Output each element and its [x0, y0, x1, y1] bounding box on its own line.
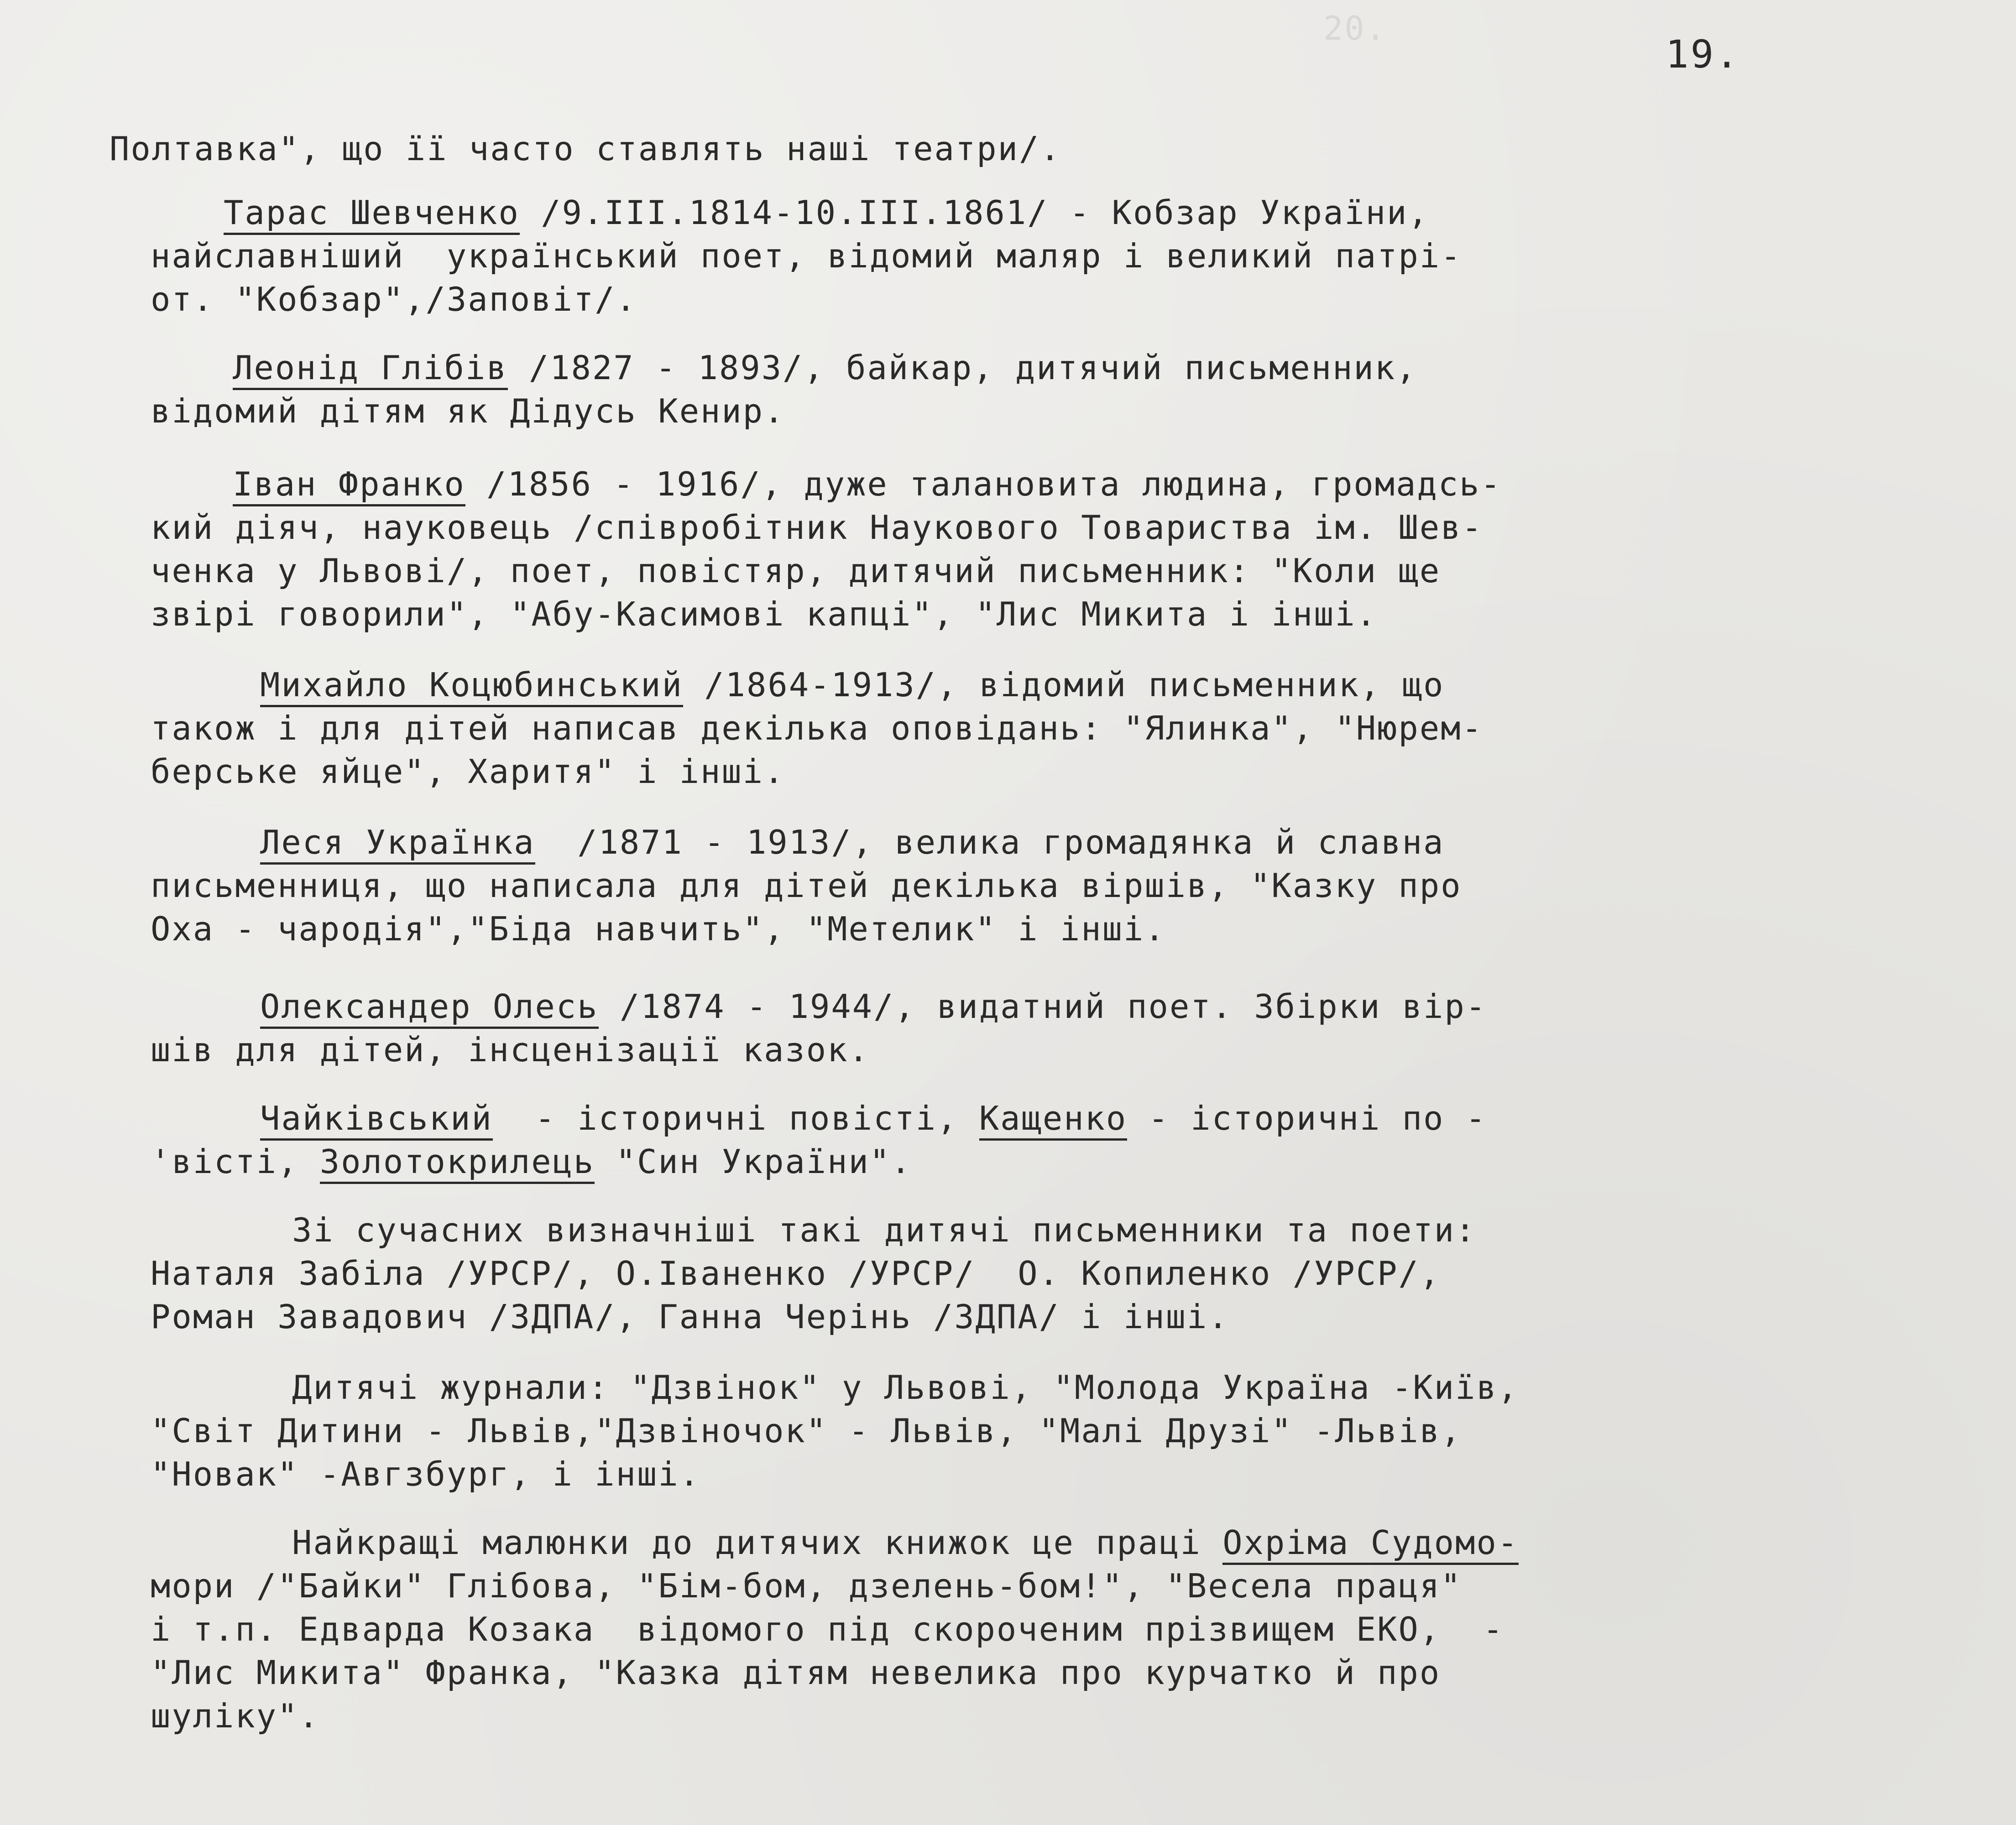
text-segment: 'вісті, [151, 1142, 320, 1181]
text-segment: "Новак" -Авгзбург, і інші. [151, 1455, 701, 1493]
text-segment: /1864-1913/, відомий письменник, що [683, 666, 1445, 704]
text-line [233, 349, 1417, 387]
text-segment: /1827 - 1893/, байкар, дитячий письменник, [507, 349, 1417, 387]
text-line [151, 1412, 1462, 1450]
text-segment: "Світ Дитини - Львів,"Дзвіночок" - Львів, "Малі Друзі" -Львів, [151, 1412, 1462, 1450]
text-segment: ченка у Львові/, поет, повістяр, дитячий письменник: "Коли ще [151, 552, 1441, 590]
underlined-name: Леся Українка [260, 823, 535, 865]
text-line [151, 392, 785, 430]
underlined-name: Золотокрилець [320, 1142, 595, 1184]
text-line [151, 1031, 870, 1069]
text-segment: Полтавка", що її часто ставлять наші театри/. [110, 130, 1061, 168]
text-line [151, 595, 1378, 633]
text-line [292, 1211, 1477, 1249]
text-line [151, 280, 637, 318]
text-line [151, 910, 1166, 948]
text-segment: /1874 - 1944/, видатний поет. Збірки вір- [598, 987, 1487, 1026]
text-segment: шуліку". [151, 1697, 320, 1735]
text-segment: письменниця, що написала для дітей декілька віршів, "Казку про [151, 866, 1462, 905]
bleed-through-text: 20. [1323, 9, 1387, 47]
text-segment: /1856 - 1916/, дуже талановита людина, громадсь- [465, 465, 1502, 503]
text-segment: Найкращі малюнки до дитячих книжок це праці [292, 1523, 1223, 1562]
text-segment: - історичні повісті, [492, 1099, 979, 1137]
text-line [110, 130, 1061, 168]
text-segment: шів для дітей, інсценізації казок. [151, 1031, 870, 1069]
text-line [260, 666, 1445, 704]
text-line [151, 508, 1483, 547]
text-line [151, 1298, 1229, 1336]
text-segment: також і для дітей написав декілька оповідань: "Ялинка", "Нюрем- [151, 709, 1483, 747]
text-line [151, 1697, 320, 1735]
text-segment: "Лис Микита" Франка, "Казка дітям невелика про курчатко й про [151, 1653, 1441, 1692]
text-line [151, 866, 1462, 905]
text-line [260, 823, 1445, 861]
text-line [224, 193, 1429, 232]
text-segment: звірі говорили", "Абу-Касимові капці", "Лис Микита і інші. [151, 595, 1378, 633]
underlined-name: Олександер Олесь [260, 987, 599, 1029]
text-line [151, 1455, 701, 1493]
underlined-name: Тарас Шевченко [224, 193, 520, 235]
underlined-name: Чайківський [260, 1099, 493, 1141]
text-segment: найславніший український поет, відомий маляр і великий патрі- [151, 237, 1462, 275]
text-segment: мори /"Байки" Глібова, "Бім-бом, дзелень-бом!", "Весела праця" [151, 1567, 1462, 1605]
text-segment: - історичні по - [1127, 1099, 1487, 1137]
text-segment: /1871 - 1913/, велика громадянка й славна [535, 823, 1445, 861]
text-line [151, 1653, 1441, 1692]
text-line [151, 1567, 1462, 1605]
text-segment: кий діяч, науковець /співробітник Наукового Товариства ім. Шев- [151, 508, 1483, 547]
text-segment: Оха - чародія","Біда навчить", "Метелик" і інші. [151, 910, 1166, 948]
underlined-name: Михайло Коцюбинський [260, 666, 683, 707]
page-number: 19. [1666, 32, 1740, 77]
text-segment: відомий дітям як Дідусь Кенир. [151, 392, 785, 430]
underlined-name: Іван Франко [233, 465, 465, 506]
underlined-name: Леонід Глібів [233, 349, 508, 390]
underlined-name: Кащенко [979, 1099, 1127, 1141]
text-segment: Зі сучасних визначніші такі дитячі письменники та поети: [292, 1211, 1477, 1249]
text-line [151, 709, 1483, 747]
text-line [151, 552, 1441, 590]
text-line [151, 237, 1462, 275]
text-line [151, 752, 785, 791]
text-segment: от. "Кобзар",/Заповіт/. [151, 280, 637, 318]
text-line [151, 1142, 912, 1181]
text-line [292, 1523, 1519, 1562]
text-line [260, 987, 1487, 1026]
text-line [151, 1610, 1504, 1648]
text-segment: Дитячі журнали: "Дзвінок" у Львові, "Молода Україна -Київ, [292, 1368, 1519, 1407]
text-line [151, 1254, 1441, 1293]
text-segment: Наталя Забіла /УРСР/, О.Іваненко /УРСР/ О. Копиленко /УРСР/, [151, 1254, 1441, 1293]
underlined-name: Охріма Судомо- [1222, 1523, 1519, 1565]
text-segment: берське яйце", Харитя" і інші. [151, 752, 785, 791]
text-segment: і т.п. Едварда Козака відомого під скороченим прізвищем ЕКО, - [151, 1610, 1504, 1648]
text-line [292, 1368, 1519, 1407]
text-segment: /9.III.1814-10.III.1861/ - Кобзар України, [519, 193, 1429, 232]
text-segment: "Син України". [595, 1142, 912, 1181]
text-segment: Роман Завадович /ЗДПА/, Ганна Черінь /ЗДПА/ і інші. [151, 1298, 1229, 1336]
text-line [233, 465, 1502, 503]
text-line [260, 1099, 1487, 1137]
